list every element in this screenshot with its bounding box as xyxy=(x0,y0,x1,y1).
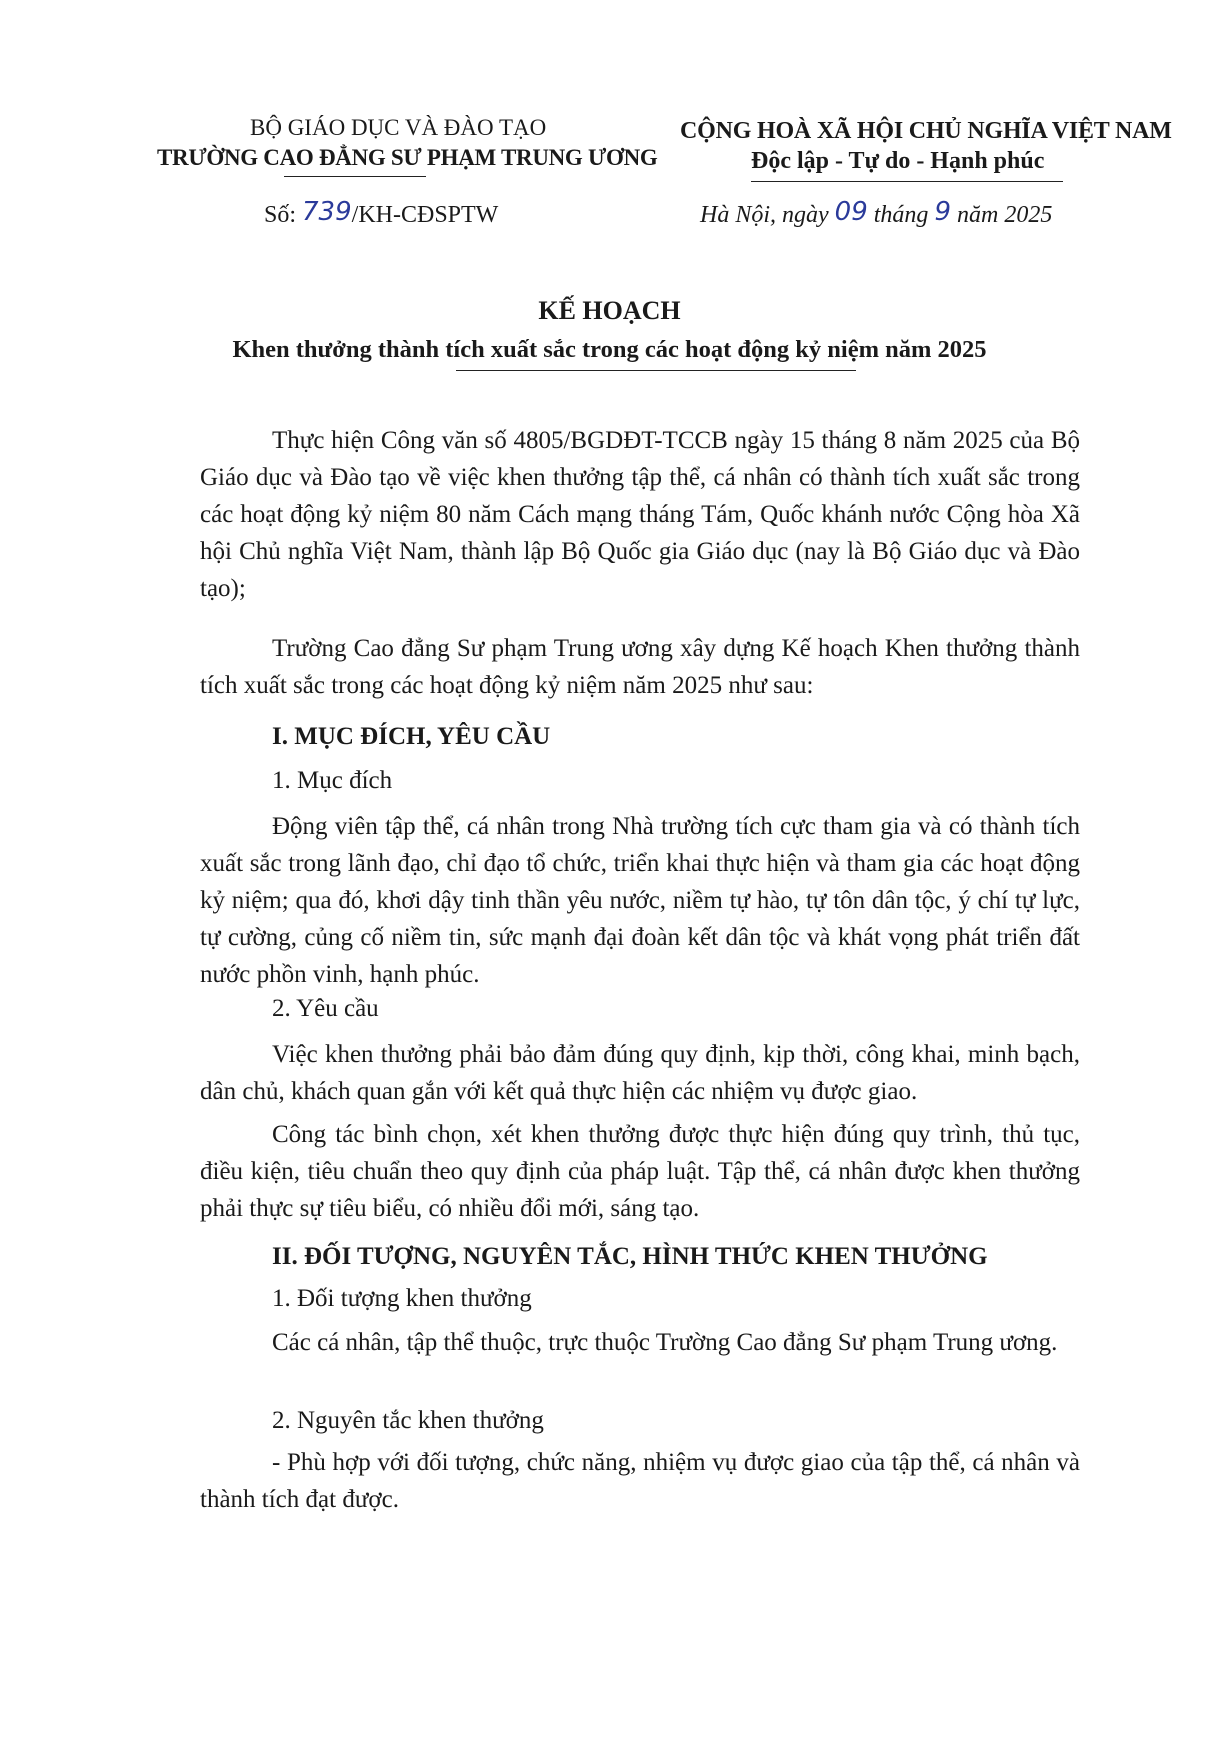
s1-item2-paragraph-2 xyxy=(200,1116,1080,1227)
s2-item2-paragraph xyxy=(200,1444,1080,1518)
s2-item2-text: - Phù hợp với đối tượng, chức năng, nhiệm vụ được giao của tập thể, cá nhân và thành tích đạt được. xyxy=(200,1449,1080,1513)
motto-underline xyxy=(751,181,1063,182)
document-subtitle: Khen thưởng thành tích xuất sắc trong các hoạt động kỷ niệm năm 2025 xyxy=(232,336,987,363)
document-number xyxy=(264,199,498,229)
s1-item2-title: 2. Yêu cầu xyxy=(272,995,379,1022)
date-month-handwritten: 9 xyxy=(934,197,951,227)
doc-no-suffix: /KH-CĐSPTW xyxy=(351,202,499,228)
header-left-underline xyxy=(284,176,426,177)
s1-item1-title: 1. Mục đích xyxy=(272,767,393,794)
national-motto: Độc lập - Tự do - Hạnh phúc xyxy=(751,148,1045,174)
issuing-ministry: BỘ GIÁO DỤC VÀ ĐÀO TẠO xyxy=(250,115,547,140)
s1-item2-text-1: Việc khen thưởng phải bảo đảm đúng quy định, kịp thời, công khai, minh bạch, dân chủ, khách quan gắn với kết quả thực hiện các nhiệm vụ được giao. xyxy=(200,1041,1080,1105)
intro-paragraph-1 xyxy=(200,422,1080,607)
s1-item2-heading xyxy=(200,990,1080,1027)
intro-2-text: Trường Cao đẳng Sư phạm Trung ương xây dựng Kế hoạch Khen thưởng thành tích xuất sắc trong các hoạt động kỷ niệm năm 2025 như sau: xyxy=(200,635,1080,699)
s2-item1-title: 1. Đối tượng khen thưởng xyxy=(272,1285,532,1312)
s1-item1-text: Động viên tập thể, cá nhân trong Nhà trường tích cực tham gia và có thành tích xuất sắc trong lãnh đạo, chỉ đạo tổ chức, triển khai thực hiện và tham gia các hoạt động kỷ niệm; qua đó, khơi dậy tinh thần yêu nước, niềm tự hào, tự tôn dân tộc, ý chí tự lực, tự cường, củng cố niềm tin, sức mạnh đại đoàn kết dân tộc và khát vọng phát triển đất nước phồn vinh, hạnh phúc. xyxy=(200,813,1080,988)
doc-no-prefix: Số: xyxy=(264,202,303,228)
s2-item1-paragraph xyxy=(200,1324,1080,1361)
issuing-school: TRƯỜNG CAO ĐẲNG SƯ PHẠM TRUNG ƯƠNG xyxy=(157,145,658,170)
s1-item1-paragraph xyxy=(200,808,1080,993)
s1-item2-paragraph-1 xyxy=(200,1036,1080,1110)
s2-item1-heading xyxy=(200,1280,1080,1317)
s2-item2-heading xyxy=(200,1402,1080,1439)
document-title: KẾ HOẠCH xyxy=(538,296,681,325)
s2-item2-title: 2. Nguyên tắc khen thưởng xyxy=(272,1407,544,1434)
date-day-handwritten: 09 xyxy=(834,197,868,227)
s1-item1-heading xyxy=(200,762,1080,799)
s1-item2-text-2: Công tác bình chọn, xét khen thưởng được thực hiện đúng quy trình, thủ tục, điều kiện, tiêu chuẩn theo quy định của pháp luật. Tập thể, cá nhân được khen thưởng phải thực sự tiêu biểu, có nhiều đổi mới, sáng tạo. xyxy=(200,1121,1080,1222)
section-2-title: II. ĐỐI TƯỢNG, NGUYÊN TẮC, HÌNH THỨC KHEN THƯỞNG xyxy=(272,1243,988,1270)
date-year: năm 2025 xyxy=(950,202,1053,228)
s2-item1-text: Các cá nhân, tập thể thuộc, trực thuộc Trường Cao đẳng Sư phạm Trung ương. xyxy=(272,1329,1058,1356)
subtitle-underline xyxy=(456,370,856,371)
intro-paragraph-2 xyxy=(200,630,1080,704)
intro-1-text: Thực hiện Công văn số 4805/BGDĐT-TCCB ngày 15 tháng 8 năm 2025 của Bộ Giáo dục và Đào tạo về việc khen thưởng tập thể, cá nhân có thành tích xuất sắc trong các hoạt động kỷ niệm 80 năm Cách mạng tháng Tám, Quốc khánh nước Cộng hòa Xã hội Chủ nghĩa Việt Nam, thành lập Bộ Quốc gia Giáo dục (nay là Bộ Giáo dục và Đào tạo); xyxy=(200,427,1080,602)
doc-no-handwritten: 739 xyxy=(302,197,352,227)
section-2-heading xyxy=(200,1238,1080,1275)
section-1-heading xyxy=(200,718,1080,755)
date-month-label: tháng xyxy=(867,202,935,228)
national-title: CỘNG HOÀ XÃ HỘI CHỦ NGHĨA VIỆT NAM xyxy=(680,118,1172,144)
date-line xyxy=(700,199,1052,229)
section-1-title: I. MỤC ĐÍCH, YÊU CẦU xyxy=(272,723,551,750)
date-place: Hà Nội, ngày xyxy=(700,202,835,228)
